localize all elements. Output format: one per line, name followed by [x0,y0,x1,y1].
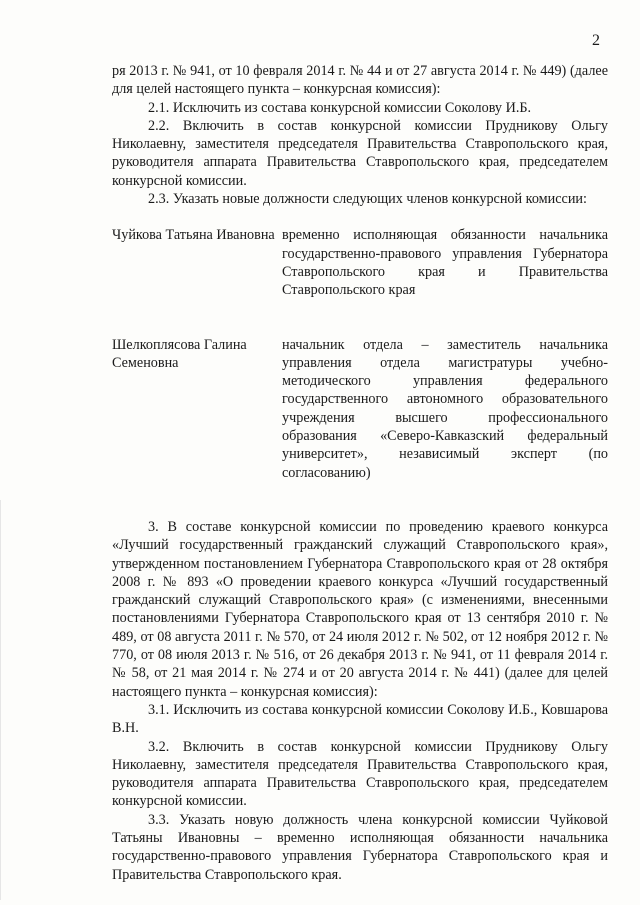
member-position: временно исполняющая обязанности начальника государственно-правового управления Губернатора Ставропольского края и Правительства Ставропольского края [282,227,608,299]
clause-3: 3. В составе конкурсной комиссии по проведению краевого конкурса «Лучший государственный гражданский служащий Ставропольского края», утвержденном постановлением Губернатора Ставропольского края от 28 октября 2008 г. № 893 «О проведении краевого конкурса «Лучший государственный гражданский служащий Ставропольского края» (с изменениями, внесенными постановлениями Губернатора Ставропольского края от 13 сентября 2010 г. № 489, от 08 августа 2011 г. № 570, от 24 июля 2012 г. № 502, от 12 ноября 2012 г. № 770, от 08 июля 2013 г. № 516, от 26 декабря 2013 г. № 941, от 11 февраля 2014 г. № 58, от 21 мая 2014 г. № 274 и от 20 августа 2014 г. № 441) (далее для целей настоящего пункта – конкурсная комиссия): [112,518,608,700]
clause-2-1: 2.1. Исключить из состава конкурсной комиссии Соколову И.Б. [148,99,532,116]
member-position: начальник отдела – заместитель начальника управления отдела магистратуры учебно-методического управления федерального государственного автономного образовательного учреждения высшего профессионального образования «Северо-Кавказский федеральный университет», независимый эксперт (по согласованию) [282,336,608,481]
member-name: Чуйкова Татьяна Ивановна [112,227,275,244]
clause-3-1: 3.1. Исключить из состава конкурсной комиссии Соколову И.Б., Ковшарова В.Н. [112,701,608,737]
intro-paragraph: ря 2013 г. № 941, от 10 февраля 2014 г. № 44 и от 27 августа 2014 г. № 449) (далее для целей настоящего пункта – конкурсная комиссия): [112,63,608,98]
clause-3-3: 3.3. Указать новую должность члена конкурсной комиссии Чуйковой Татьяны Ивановны – временно исполняющая обязанности начальника государственно-правового управления Губернатора Ставропольского края и Правительства Ставропольского края. [112,811,608,883]
member-name: Шелкоплясова Галина Семеновна [112,336,247,371]
clause-2-3: 2.3. Указать новые должности следующих членов конкурсной комиссии: [148,191,587,208]
scan-edge-line [0,500,1,900]
member-row [112,226,608,299]
document-body [112,62,608,884]
page-number: 2 [592,32,600,49]
clause-3-2: 3.2. Включить в состав конкурсной комиссии Прудникову Ольгу Николаевну, заместителя председателя Правительства Ставропольского края, руководителя аппарата Правительства Ставропольского края, председателем конкурсной комиссии. [112,738,608,810]
clause-2-2: 2.2. Включить в состав конкурсной комиссии Прудникову Ольгу Николаевну, заместителя председателя Правительства Ставропольского края, руководителя аппарата Правительства Ставропольского края, председателем конкурсной комиссии. [112,117,608,189]
member-row [112,336,608,482]
